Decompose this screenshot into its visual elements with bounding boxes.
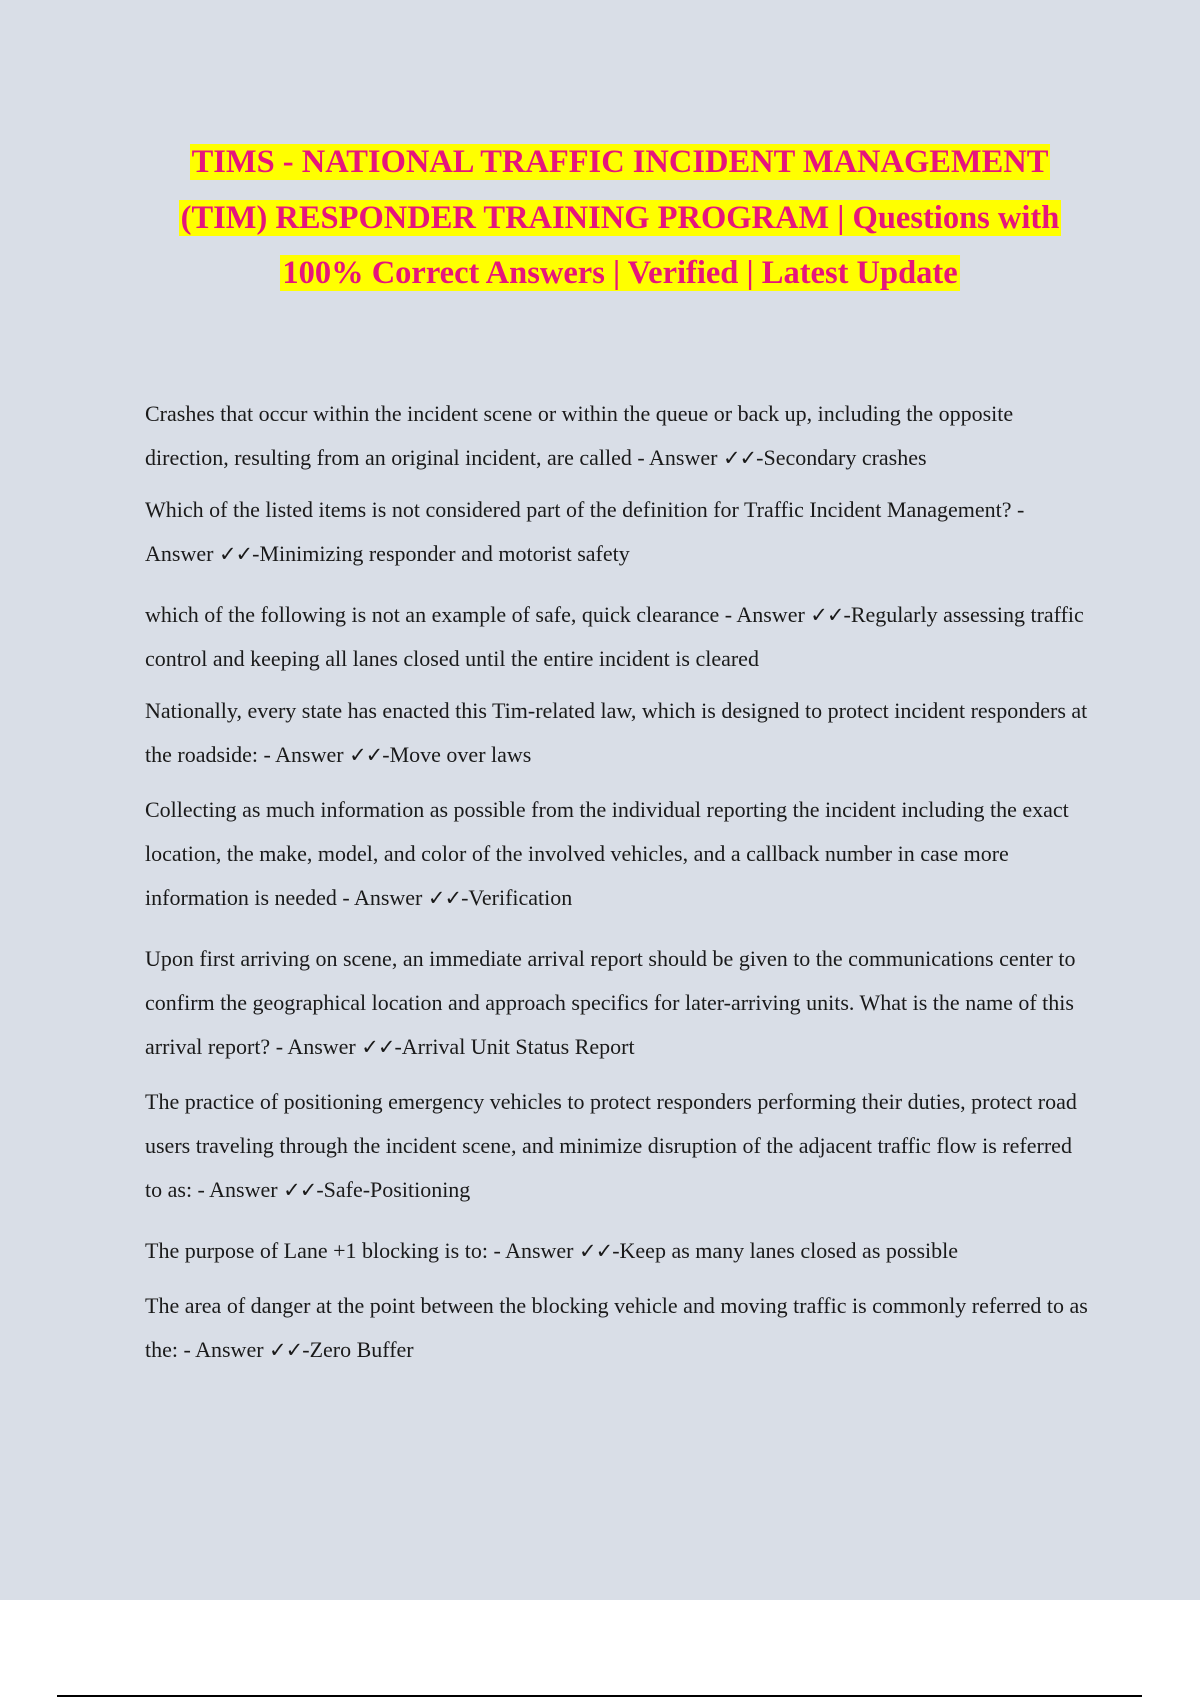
footer-divider (57, 1695, 1142, 1697)
answer-label: Answer (505, 1238, 574, 1263)
title-line-1: TIMS - NATIONAL TRAFFIC INCIDENT MANAGEMENT (191, 144, 1049, 180)
answer-text: -Verification (461, 885, 573, 910)
question-text: The practice of positioning emergency vehicles to protect responders performing their duties, protect road users traveling through the incident scene, and minimize disruption of the adjacent traffic flow is referred to as: - (145, 1089, 1077, 1202)
answer-label: Answer (649, 445, 718, 470)
qa-item (145, 689, 1090, 777)
question-text: Which of the listed items is not considered part of the definition for Traffic Incident Management? - (145, 497, 1025, 522)
qa-item (145, 937, 1090, 1069)
qa-item (145, 593, 1090, 681)
answer-label: Answer (145, 541, 214, 566)
qa-item (145, 1284, 1090, 1372)
question-text: which of the following is not an example of safe, quick clearance - (145, 602, 737, 627)
answer-label: Answer (209, 1177, 278, 1202)
answer-text: -Zero Buffer (302, 1337, 414, 1362)
question-text: The purpose of Lane +1 blocking is to: - (145, 1238, 506, 1263)
answer-label: Answer (287, 1034, 356, 1059)
qa-item (145, 392, 1090, 480)
question-text: The area of danger at the point between the blocking vehicle and moving traffic is commonly referred to as the: - (145, 1293, 1088, 1362)
check-icon: ✓✓ (269, 1338, 303, 1362)
check-icon: ✓✓ (810, 603, 844, 627)
check-icon: ✓✓ (283, 1178, 317, 1202)
qa-item (145, 488, 1090, 576)
check-icon: ✓✓ (427, 886, 462, 910)
answer-label: Answer (195, 1337, 264, 1362)
check-icon: ✓✓ (218, 542, 253, 566)
qa-item (145, 1080, 1090, 1212)
title-line-2: (TIM) RESPONDER TRAINING PROGRAM | Questions with (180, 199, 1060, 236)
check-icon: ✓✓ (361, 1035, 395, 1059)
title-line-3: 100% Correct Answers | Verified | Latest Update (282, 255, 958, 291)
answer-text: -Secondary crashes (756, 445, 927, 470)
answer-text: -Move over laws (382, 742, 532, 767)
question-text: Nationally, every state has enacted this Tim-related law, which is designed to protect incident responders at the roadside: - (145, 698, 1088, 767)
document-title (140, 135, 1100, 302)
answer-text: -Regularly assessing traffic control and keeping all lanes closed until the entire incident is cleared (145, 602, 1084, 671)
question-text: Collecting as much information as possible from the individual reporting the incident including the exact location, the make, model, and color of the involved vehicles, and a callback number in case more information is needed - (145, 797, 1069, 910)
answer-label: Answer (353, 885, 423, 910)
question-text: Upon first arriving on scene, an immediate arrival report should be given to the communications center to confirm the geographical location and approach specifics for later-arriving units. What is the name of this arrival report? - (145, 946, 1076, 1059)
qa-list (145, 392, 1090, 1383)
answer-label: Answer (736, 602, 805, 627)
check-icon: ✓✓ (349, 743, 383, 767)
answer-text: -Keep as many lanes closed as possible (612, 1238, 958, 1263)
answer-text: -Minimizing responder and motorist safety (252, 541, 630, 566)
qa-item (145, 788, 1090, 920)
answer-label: Answer (275, 742, 344, 767)
check-icon: ✓✓ (722, 446, 757, 470)
answer-text: -Arrival Unit Status Report (394, 1034, 635, 1059)
question-text: Crashes that occur within the incident scene or within the queue or back up, including the opposite direction, resulting from an original incident, are called - (145, 401, 1014, 470)
answer-text: -Safe-Positioning (316, 1177, 471, 1202)
qa-item (145, 1229, 1090, 1273)
check-icon: ✓✓ (579, 1239, 613, 1263)
